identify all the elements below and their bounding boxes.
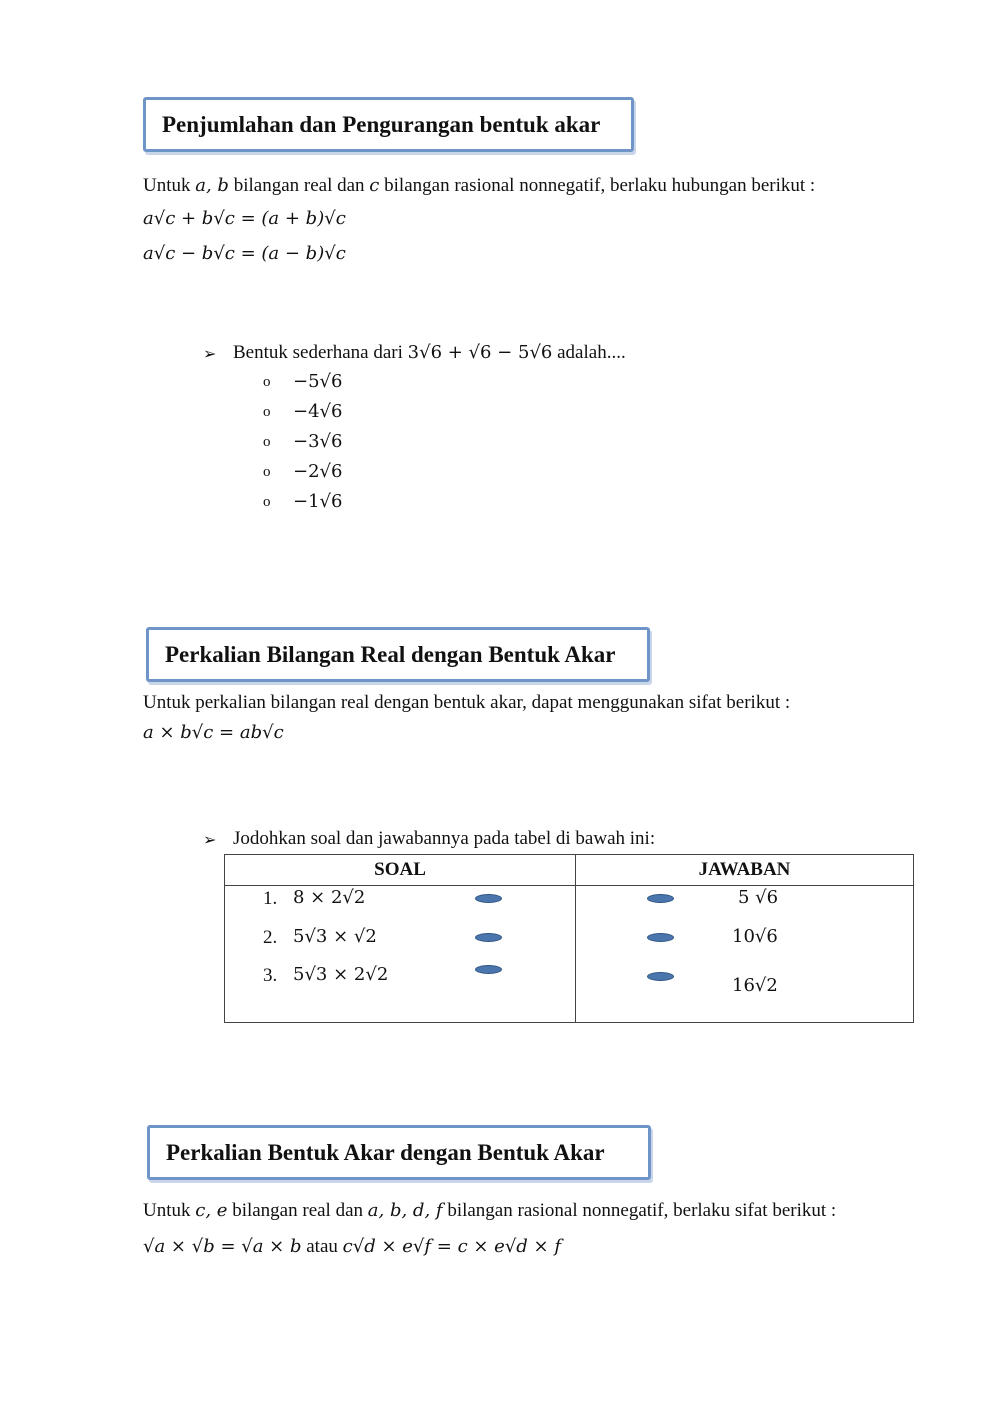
intro-variable: c <box>369 175 380 196</box>
jawaban-value: 16√2 <box>732 975 778 996</box>
option-label[interactable]: −1√6 <box>293 491 343 512</box>
formula-right: c√d × e√f = c × e√d × f <box>342 1236 562 1257</box>
column-header-jawaban: JAWABAN <box>576 855 914 886</box>
stem-expression: 3√6 + √6 − 5√6 <box>407 342 553 363</box>
radio-icon[interactable]: o <box>263 494 271 510</box>
radio-icon[interactable]: o <box>263 434 271 450</box>
formula-connector: atau <box>301 1236 343 1257</box>
option-label[interactable]: −5√6 <box>293 371 343 392</box>
intro-variable: a, b <box>195 175 229 196</box>
formula-subtraction: a√c − b√c = (a − b)√c <box>143 243 346 264</box>
section-title-box <box>146 627 650 682</box>
soal-number: 3. <box>263 965 278 986</box>
soal-expression: 5√3 × 2√2 <box>293 964 389 985</box>
soal-connector-dot[interactable] <box>475 965 502 974</box>
intro-variable: a, b, d, f <box>367 1200 443 1221</box>
radio-icon[interactable]: o <box>263 404 271 420</box>
intro-text: Untuk <box>143 175 196 196</box>
stem-text: adalah.... <box>552 342 626 363</box>
formula-left: √a × √b = √a × b <box>143 1236 302 1257</box>
question-instruction: Jodohkan soal dan jawabannya pada tabel di bawah ini: <box>233 828 656 849</box>
intro-text: bilangan real dan <box>228 175 370 196</box>
bullet-arrow-icon: ➢ <box>203 832 217 849</box>
section-title-box <box>147 1125 651 1180</box>
bullet-arrow-icon: ➢ <box>203 346 217 363</box>
stem-text: Bentuk sederhana dari <box>233 342 408 363</box>
formula-root-product <box>143 1236 561 1258</box>
radio-icon[interactable]: o <box>263 374 271 390</box>
jawaban-value: 10√6 <box>732 926 778 947</box>
column-header-soal: SOAL <box>225 855 576 886</box>
intro-text: bilangan rasional nonnegatif, berlaku hubungan berikut : <box>379 175 816 196</box>
section-title: Perkalian Bentuk Akar dengan Bentuk Akar <box>166 1139 605 1165</box>
question-stem <box>233 342 626 364</box>
jawaban-value: 5 √6 <box>738 887 779 908</box>
formula-addition: a√c + b√c = (a + b)√c <box>143 208 346 229</box>
jawaban-connector-dot[interactable] <box>647 933 674 942</box>
soal-expression: 8 × 2√2 <box>293 887 366 908</box>
section-intro: Untuk perkalian bilangan real dengan bentuk akar, dapat menggunakan sifat berikut : <box>143 692 791 713</box>
intro-text: Untuk <box>143 1200 196 1221</box>
intro-variable: c, e <box>195 1200 228 1221</box>
intro-text: bilangan rasional nonnegatif, berlaku sifat berikut : <box>442 1200 837 1221</box>
section-title: Penjumlahan dan Pengurangan bentuk akar <box>162 111 601 137</box>
soal-expression: 5√3 × √2 <box>293 926 377 947</box>
soal-number: 2. <box>263 927 278 948</box>
option-label[interactable]: −3√6 <box>293 431 343 452</box>
option-label[interactable]: −4√6 <box>293 401 343 422</box>
option-label[interactable]: −2√6 <box>293 461 343 482</box>
section-title-box <box>143 97 634 152</box>
soal-number: 1. <box>263 888 278 909</box>
jawaban-connector-dot[interactable] <box>647 972 674 981</box>
intro-text: bilangan real dan <box>227 1200 368 1221</box>
radio-icon[interactable]: o <box>263 464 271 480</box>
soal-connector-dot[interactable] <box>475 933 502 942</box>
section-intro <box>143 1200 836 1222</box>
jawaban-connector-dot[interactable] <box>647 894 674 903</box>
formula-multiplication: a × b√c = ab√c <box>143 722 284 743</box>
section-title: Perkalian Bilangan Real dengan Bentuk Akar <box>165 641 616 667</box>
soal-connector-dot[interactable] <box>475 894 502 903</box>
section-intro <box>143 175 815 197</box>
